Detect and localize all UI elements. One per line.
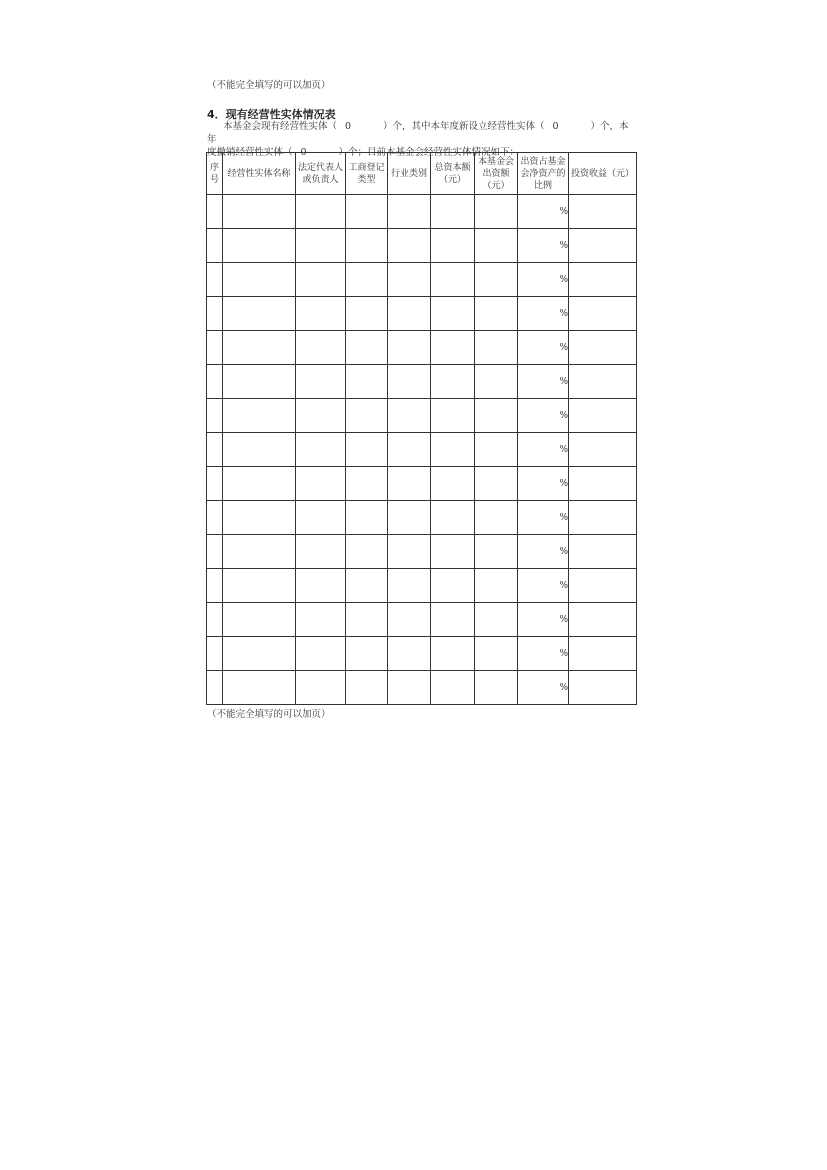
table-cell	[569, 297, 637, 331]
table-cell	[431, 535, 475, 569]
table-cell	[346, 331, 388, 365]
table-cell	[431, 297, 475, 331]
table-cell	[431, 467, 475, 501]
table-cell	[569, 263, 637, 297]
para-text-1: 本基金会现有经营性实体（	[223, 121, 338, 132]
para-text-4: 度撤销经营性实体（	[207, 147, 293, 158]
section-title: 4．现有经营性实体情况表	[207, 108, 336, 121]
table-cell	[431, 399, 475, 433]
ratio-cell: %	[518, 467, 569, 501]
table-cell	[475, 569, 518, 603]
table-cell	[431, 195, 475, 229]
table-cell	[223, 569, 296, 603]
table-cell	[569, 365, 637, 399]
table-cell	[207, 297, 223, 331]
table-cell	[569, 195, 637, 229]
table-cell	[207, 331, 223, 365]
table-row	[207, 501, 637, 535]
table-cell	[223, 297, 296, 331]
existing-entities-count: 0	[345, 121, 352, 132]
table-cell	[569, 467, 637, 501]
table-cell	[388, 195, 431, 229]
add-page-note-bottom: （不能完全填写的可以加页）	[207, 709, 331, 720]
table-cell	[296, 365, 346, 399]
para-text-3: ）个，本年	[207, 121, 629, 145]
table-cell	[431, 671, 475, 705]
table-cell	[207, 467, 223, 501]
table-cell	[223, 365, 296, 399]
table-cell	[569, 603, 637, 637]
table-cell	[346, 399, 388, 433]
table-cell	[431, 229, 475, 263]
table-cell	[431, 501, 475, 535]
table-row	[207, 603, 637, 637]
table-row	[207, 535, 637, 569]
table-row	[207, 297, 637, 331]
table-row	[207, 467, 637, 501]
table-cell	[296, 603, 346, 637]
table-cell	[569, 433, 637, 467]
table-cell	[296, 331, 346, 365]
table-cell	[296, 535, 346, 569]
header-total-capital: 总资本额（元）	[431, 153, 475, 195]
table-cell	[223, 195, 296, 229]
table-cell	[223, 229, 296, 263]
table-row	[207, 433, 637, 467]
table-cell	[207, 229, 223, 263]
table-cell	[207, 501, 223, 535]
table-cell	[388, 331, 431, 365]
table-cell	[569, 569, 637, 603]
closed-entities-count: 0	[300, 147, 307, 158]
ratio-cell: %	[518, 569, 569, 603]
table-cell	[475, 603, 518, 637]
table-cell	[296, 637, 346, 671]
table-row	[207, 637, 637, 671]
table-cell	[388, 671, 431, 705]
table-cell	[431, 637, 475, 671]
para-text-2: ）个，其中本年度新设立经营性实体（	[383, 121, 545, 132]
table-cell	[475, 637, 518, 671]
table-cell	[223, 671, 296, 705]
table-cell	[207, 365, 223, 399]
table-cell	[223, 331, 296, 365]
ratio-cell: %	[518, 263, 569, 297]
table-cell	[207, 603, 223, 637]
table-cell	[346, 195, 388, 229]
table-cell	[475, 501, 518, 535]
table-cell	[207, 263, 223, 297]
header-ratio: 出资占基金会净资产的比例	[518, 153, 569, 195]
header-legal-rep: 法定代表人或负责人	[296, 153, 346, 195]
header-registration-type: 工商登记类型	[346, 153, 388, 195]
table-cell	[388, 535, 431, 569]
table-cell	[346, 501, 388, 535]
ratio-cell: %	[518, 433, 569, 467]
table-cell	[475, 365, 518, 399]
table-cell	[388, 637, 431, 671]
table-cell	[388, 297, 431, 331]
header-investment-income: 投资收益（元）	[569, 153, 637, 195]
table-cell	[475, 229, 518, 263]
table-cell	[475, 195, 518, 229]
table-cell	[475, 433, 518, 467]
table-cell	[569, 637, 637, 671]
ratio-cell: %	[518, 365, 569, 399]
table-cell	[296, 297, 346, 331]
table-cell	[475, 331, 518, 365]
table-cell	[475, 297, 518, 331]
table-cell	[207, 569, 223, 603]
table-cell	[388, 399, 431, 433]
header-entity-name: 经营性实体名称	[223, 153, 296, 195]
ratio-cell: %	[518, 229, 569, 263]
table-cell	[296, 229, 346, 263]
table-cell	[346, 263, 388, 297]
para-text-5: ）个；目前本基金会经营性实体情况如下：	[338, 147, 520, 158]
table-cell	[207, 433, 223, 467]
table-cell	[475, 535, 518, 569]
table-cell	[346, 297, 388, 331]
table-cell	[207, 195, 223, 229]
table-cell	[388, 569, 431, 603]
table-cell	[431, 331, 475, 365]
table-cell	[223, 603, 296, 637]
table-cell	[223, 399, 296, 433]
table-cell	[431, 603, 475, 637]
table-cell	[223, 467, 296, 501]
table-cell	[569, 535, 637, 569]
table-cell	[431, 433, 475, 467]
table-cell	[346, 569, 388, 603]
table-cell	[296, 399, 346, 433]
table-cell	[346, 365, 388, 399]
ratio-cell: %	[518, 195, 569, 229]
table-cell	[569, 671, 637, 705]
header-industry: 行业类别	[388, 153, 431, 195]
table-cell	[296, 569, 346, 603]
new-entities-count: 0	[552, 121, 559, 132]
table-cell	[207, 535, 223, 569]
table-cell	[346, 603, 388, 637]
ratio-cell: %	[518, 603, 569, 637]
table-row	[207, 331, 637, 365]
table-row	[207, 229, 637, 263]
ratio-cell: %	[518, 399, 569, 433]
table-cell	[223, 535, 296, 569]
table-cell	[346, 229, 388, 263]
table-cell	[475, 671, 518, 705]
ratio-cell: %	[518, 671, 569, 705]
table-cell	[346, 671, 388, 705]
ratio-cell: %	[518, 331, 569, 365]
table-cell	[475, 263, 518, 297]
table-cell	[207, 399, 223, 433]
table-cell	[296, 195, 346, 229]
table-header-row	[207, 153, 637, 195]
table-cell	[207, 637, 223, 671]
table-cell	[569, 399, 637, 433]
table-cell	[296, 263, 346, 297]
table-cell	[223, 433, 296, 467]
add-page-note-top: （不能完全填写的可以加页）	[207, 80, 331, 91]
table-cell	[223, 637, 296, 671]
table-row	[207, 263, 637, 297]
table-cell	[296, 467, 346, 501]
table-row	[207, 671, 637, 705]
table-cell	[388, 433, 431, 467]
header-index: 序号	[207, 153, 223, 195]
table-cell	[346, 467, 388, 501]
table-cell	[388, 365, 431, 399]
table-cell	[569, 229, 637, 263]
ratio-cell: %	[518, 297, 569, 331]
ratio-cell: %	[518, 501, 569, 535]
table-cell	[346, 637, 388, 671]
table-cell	[388, 501, 431, 535]
table-cell	[296, 501, 346, 535]
table-cell	[388, 229, 431, 263]
table-cell	[296, 433, 346, 467]
header-contribution: 本基金会出资额（元）	[475, 153, 518, 195]
table-cell	[388, 603, 431, 637]
ratio-cell: %	[518, 637, 569, 671]
table-row	[207, 569, 637, 603]
table-row	[207, 195, 637, 229]
table-cell	[431, 263, 475, 297]
table-cell	[475, 399, 518, 433]
table-row	[207, 399, 637, 433]
table-cell	[223, 263, 296, 297]
operating-entities-table	[206, 152, 637, 705]
table-cell	[388, 263, 431, 297]
table-row	[207, 365, 637, 399]
ratio-cell: %	[518, 535, 569, 569]
table-cell	[346, 535, 388, 569]
table-body	[207, 195, 637, 705]
table-cell	[388, 467, 431, 501]
table-cell	[431, 365, 475, 399]
table-cell	[431, 569, 475, 603]
table-cell	[346, 433, 388, 467]
table-cell	[475, 467, 518, 501]
table-cell	[296, 671, 346, 705]
table-cell	[223, 501, 296, 535]
table-cell	[207, 671, 223, 705]
table-cell	[569, 331, 637, 365]
table-cell	[569, 501, 637, 535]
